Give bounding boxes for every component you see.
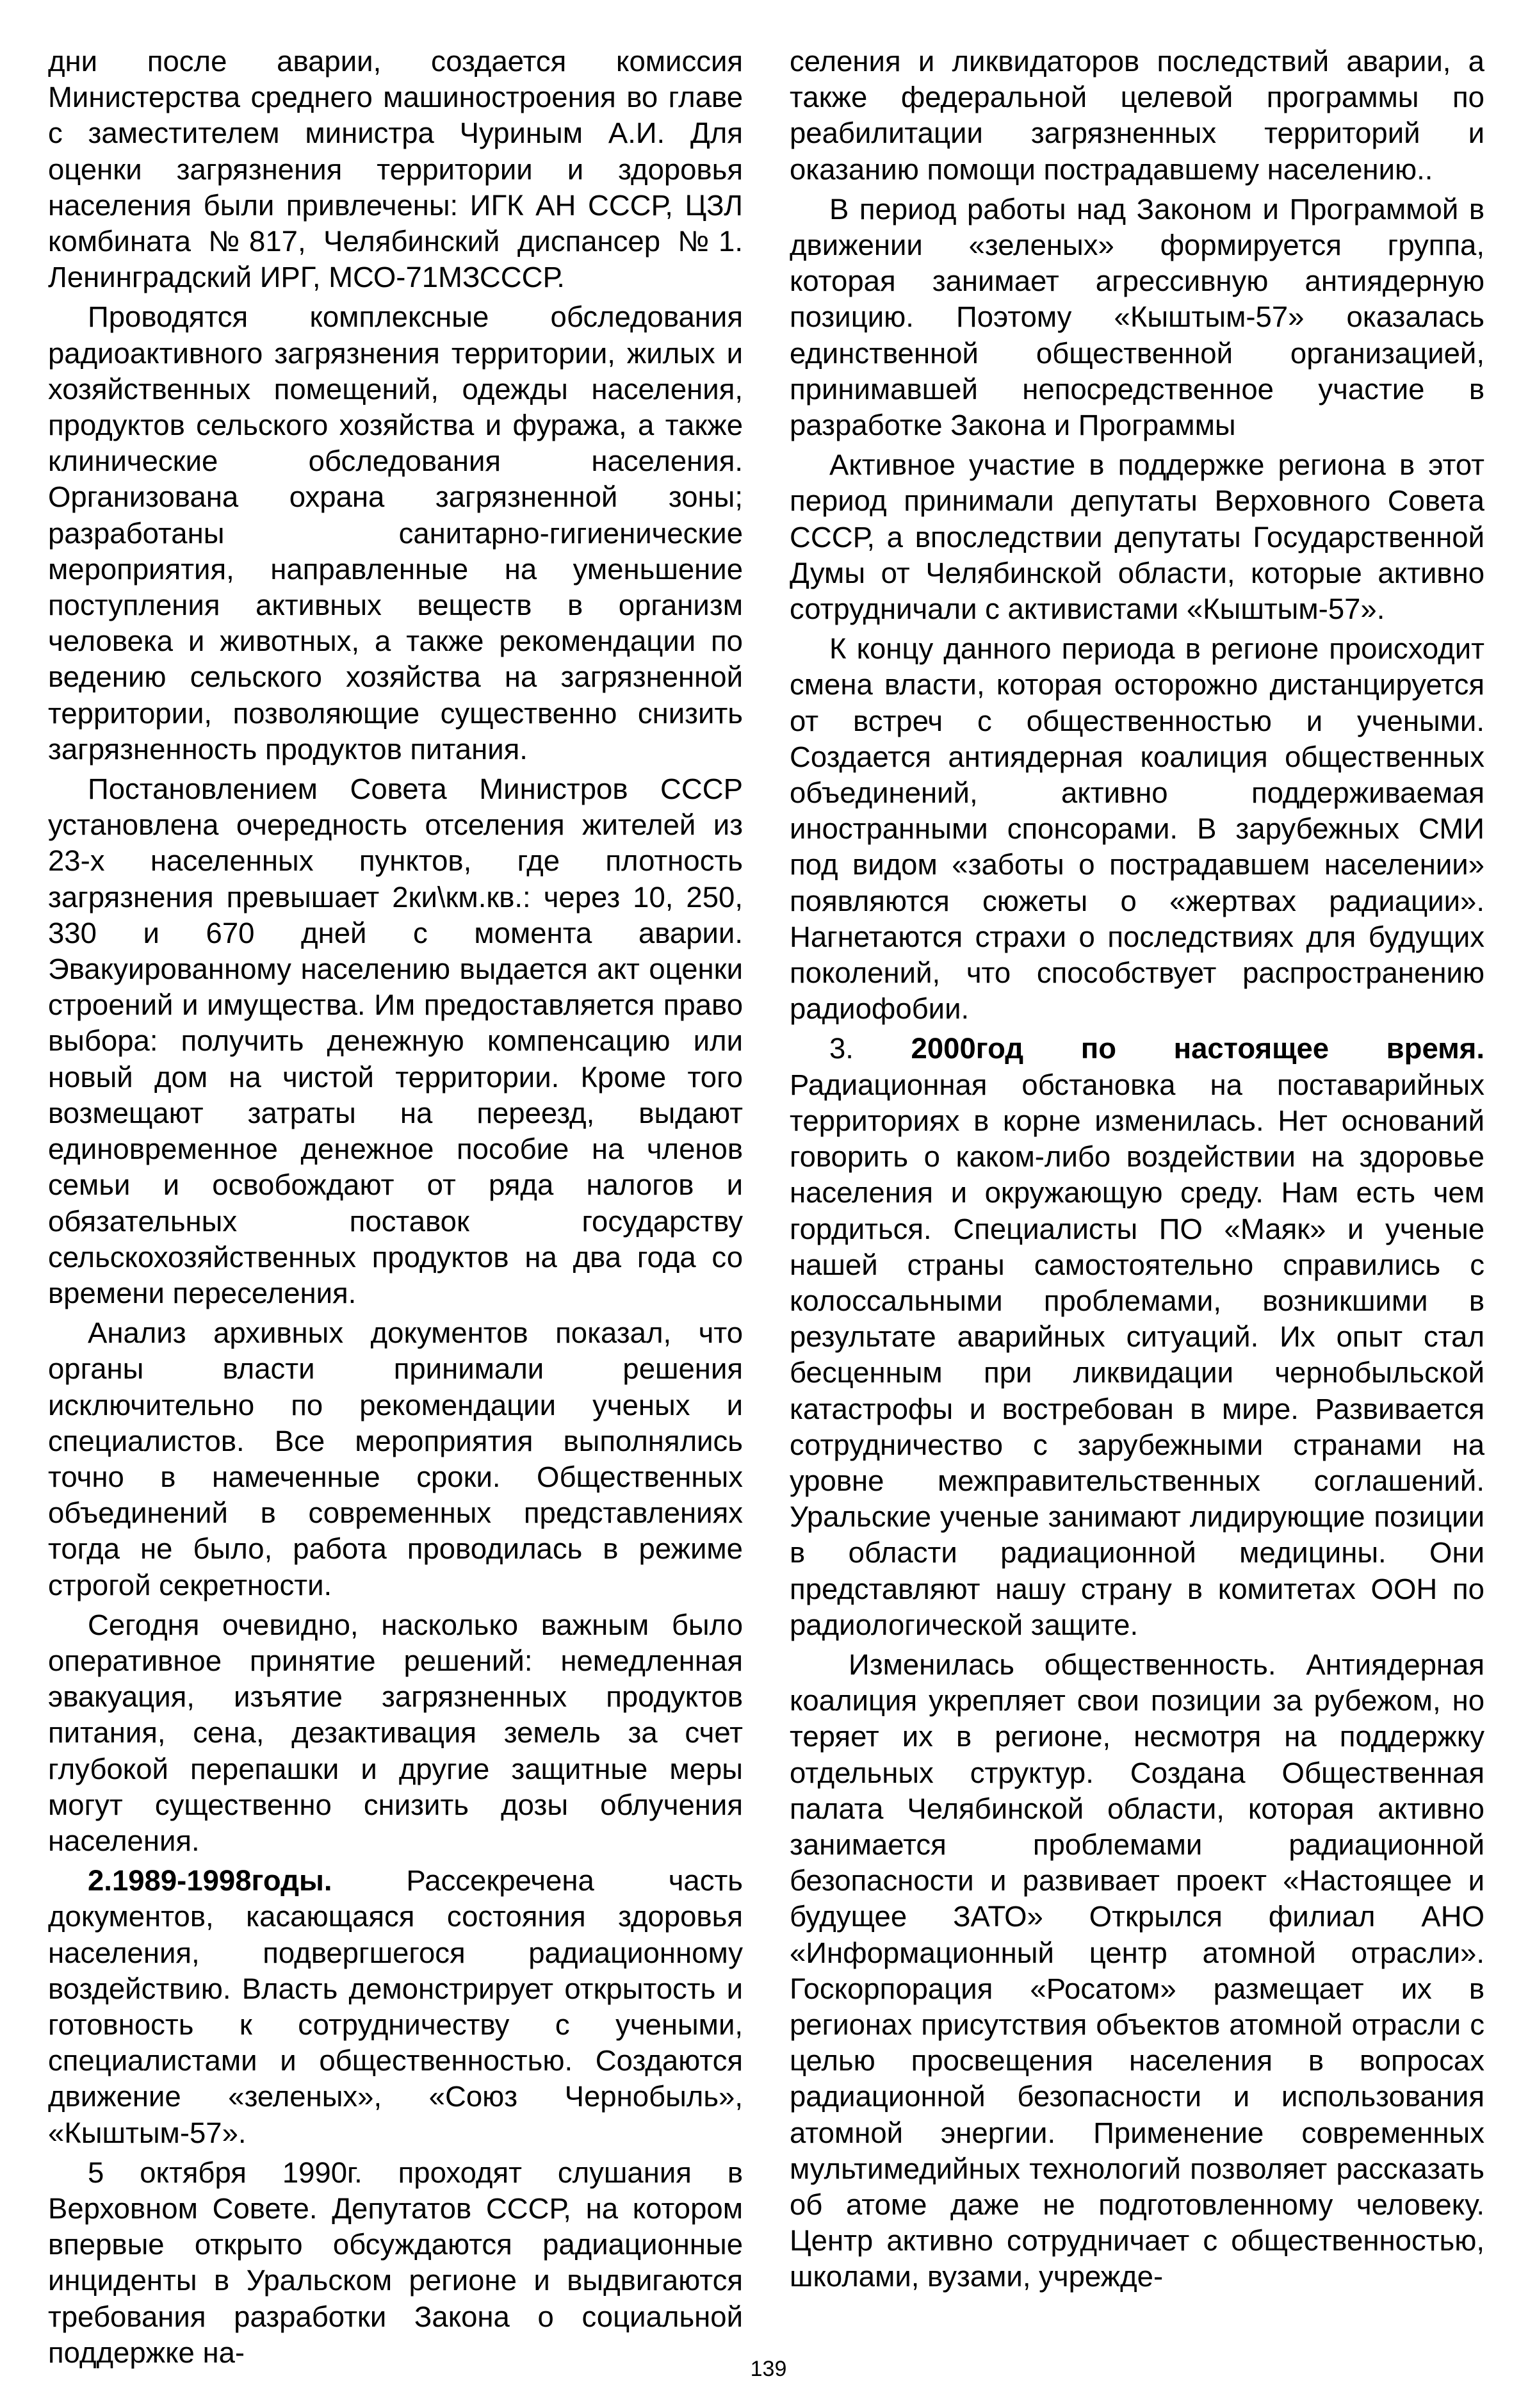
paragraph-period-2000 <box>790 1031 1484 1642</box>
paragraph-text: Радиационная обстановка на поставарийных территориях в корне изменилась. Нет оснований говорить о каком-либо воздействии на здоровье населения и окружающую среду. Нам есть чем гордиться. Специалисты ПО «Маяк» и ученые нашей страны самостоятельно справились с колоссальными проблемами, возникшими в результате аварийных ситуаций. Их опыт стал бесценным при ликвидации чернобыльской катастрофы и востребован в мире. Развивается сотрудничество с зарубежными странами на уровне межправительственных соглашений. Уральские ученые занимают лидирующие позиции в области радиационной медицины. Они представляют нашу страну в комитетах ООН по радиологической защите. <box>790 1068 1484 1641</box>
list-number: 3. <box>829 1032 911 1065</box>
left-column <box>48 44 743 2375</box>
paragraph-text: Рассекречена часть документов, касающаяся состояния здоровья населения, подвергшегося радиационному воздействию. Власть демонстрирует открытость и готовность к сотрудничеству с учеными, специалистами и общественностью. Создаются движение «зеленых», «Союз Чернобыль», «Кыштым-57». <box>48 1864 743 2149</box>
paragraph: К концу данного периода в регионе происходит смена власти, которая осторожно дистанцируется от встреч с общественностью и учеными. Создается антиядерная коалиция общественных объединений, активно поддерживаемая иностранными спонсорами. В зарубежных СМИ под видом «заботы о пострадавшем населении» появляются сюжеты о «жертвах радиации». Нагнетаются страхи о последствиях для будущих поколений, что способствует распространению радиофобии. <box>790 632 1484 1026</box>
paragraph: дни после аварии, создается комиссия Министерства среднего машиностроения во главе с заместителем министра Чуриным А.И. Для оценки загрязнения территории и здоровья населения были привлечены: ИГК АН СССР, ЦЗЛ комбината №817, Челябинский диспансер №1. Ленинградский ИРГ, МСО-71МЗСССР. <box>48 45 743 294</box>
paragraph: селения и ликвидаторов последствий аварии, а также федеральной целевой программы по реабилитации загрязненных территорий и оказанию помощи пострадавшему населению.. <box>790 45 1484 186</box>
paragraph-period-1989-1998 <box>48 1863 743 2151</box>
paragraph: Проводятся комплексные обследования радиоактивного загрязнения территории, жилых и хозяйственных помещений, одежды населения, продуктов сельского хозяйства и фуража, а также клинические обследования населения. Организована охрана загрязненной зоны; разработаны санитарно-гигиенические мероприятия, направленные на уменьшение поступления активных веществ в организм человека и животных, а также рекомендации по ведению сельского хозяйства на загрязненной территории, позволяющие существенно снизить загрязненность продуктов питания. <box>48 300 743 766</box>
paragraph: 5 октября 1990г. проходят слушания в Верховном Совете. Депутатов СССР, на котором впервые открыто обсуждаются радиационные инциденты в Уральском регионе и выдвигаются требования разработки Закона о социальной поддержке на- <box>48 2156 743 2369</box>
paragraph: Изменилась общественность. Антиядерная коалиция укрепляет свои позиции за рубежом, но теряет их в регионе, несмотря на поддержку отдельных структур. Создана Общественная палата Челябинской области, которая активно занимается проблемами радиационной безопасности и развивает проект «Настоящее и будущее ЗАТО» Открылся филиал АНО «Информационный центр атомной отрасли». Госкорпорация «Росатом» размещает их в регионах присутствия объектов атомной отрасли с целью просвещения населения в вопросах радиационной безопасности и использования атомной энергии. Применение современных мультимедийных технологий позволяет рассказать об атоме даже не подготовленному человеку. Центр активно сотрудничает с общественностью, школами, вузами, учрежде- <box>790 1648 1484 2293</box>
page-number: 139 <box>750 2357 787 2381</box>
right-column <box>790 44 1484 2299</box>
period-heading: 2.1989-1998годы. <box>88 1864 332 1897</box>
paragraph: Постановлением Совета Министров СССР установлена очередность отселения жителей из 23-х населенных пунктов, где плотность загрязнения превышает 2ки\км.кв.: через 10, 250, 330 и 670 дней с момента аварии. Эвакуированному населению выдается акт оценки строений и имущества. Им предоставляется право выбора: получить денежную компенсацию или новый дом на чистой территории. Кроме того возмещают затраты на переезд, выдают единовременное денежное пособие на членов семьи и освобождают от ряда налогов и обязательных поставок государству сельскохозяйственных продуктов на два года со времени переселения. <box>48 773 743 1309</box>
paragraph: Активное участие в поддержке региона в этот период принимали депутаты Верховного Совета СССР, а впоследствии депутаты Государственной Думы от Челябинской области, которые активно сотрудничали с активистами «Кыштым-57». <box>790 448 1484 626</box>
period-heading: 2000год по настоящее время. <box>911 1032 1485 1065</box>
paragraph: В период работы над Законом и Программой в движении «зеленых» формируется группа, которая занимает агрессивную антиядерную позицию. Поэтому «Кыштым-57» оказалась единственной общественной организацией, принимавшей непосредственное участие в разработке Закона и Программы <box>790 192 1484 442</box>
paragraph: Сегодня очевидно, насколько важным было оперативное принятие решений: немедленная эвакуация, изъятие загрязненных продуктов питания, сена, дезактивация земель за счет глубокой перепашки и другие защитные меры могут существенно снизить дозы облучения населения. <box>48 1608 743 1857</box>
paragraph: Анализ архивных документов показал, что органы власти принимали решения исключительно по рекомендации ученых и специалистов. Все мероприятия выполнялись точно в намеченные сроки. Общественных объединений в современных представлениях тогда не было, работа проводилась в режиме строгой секретности. <box>48 1316 743 1601</box>
